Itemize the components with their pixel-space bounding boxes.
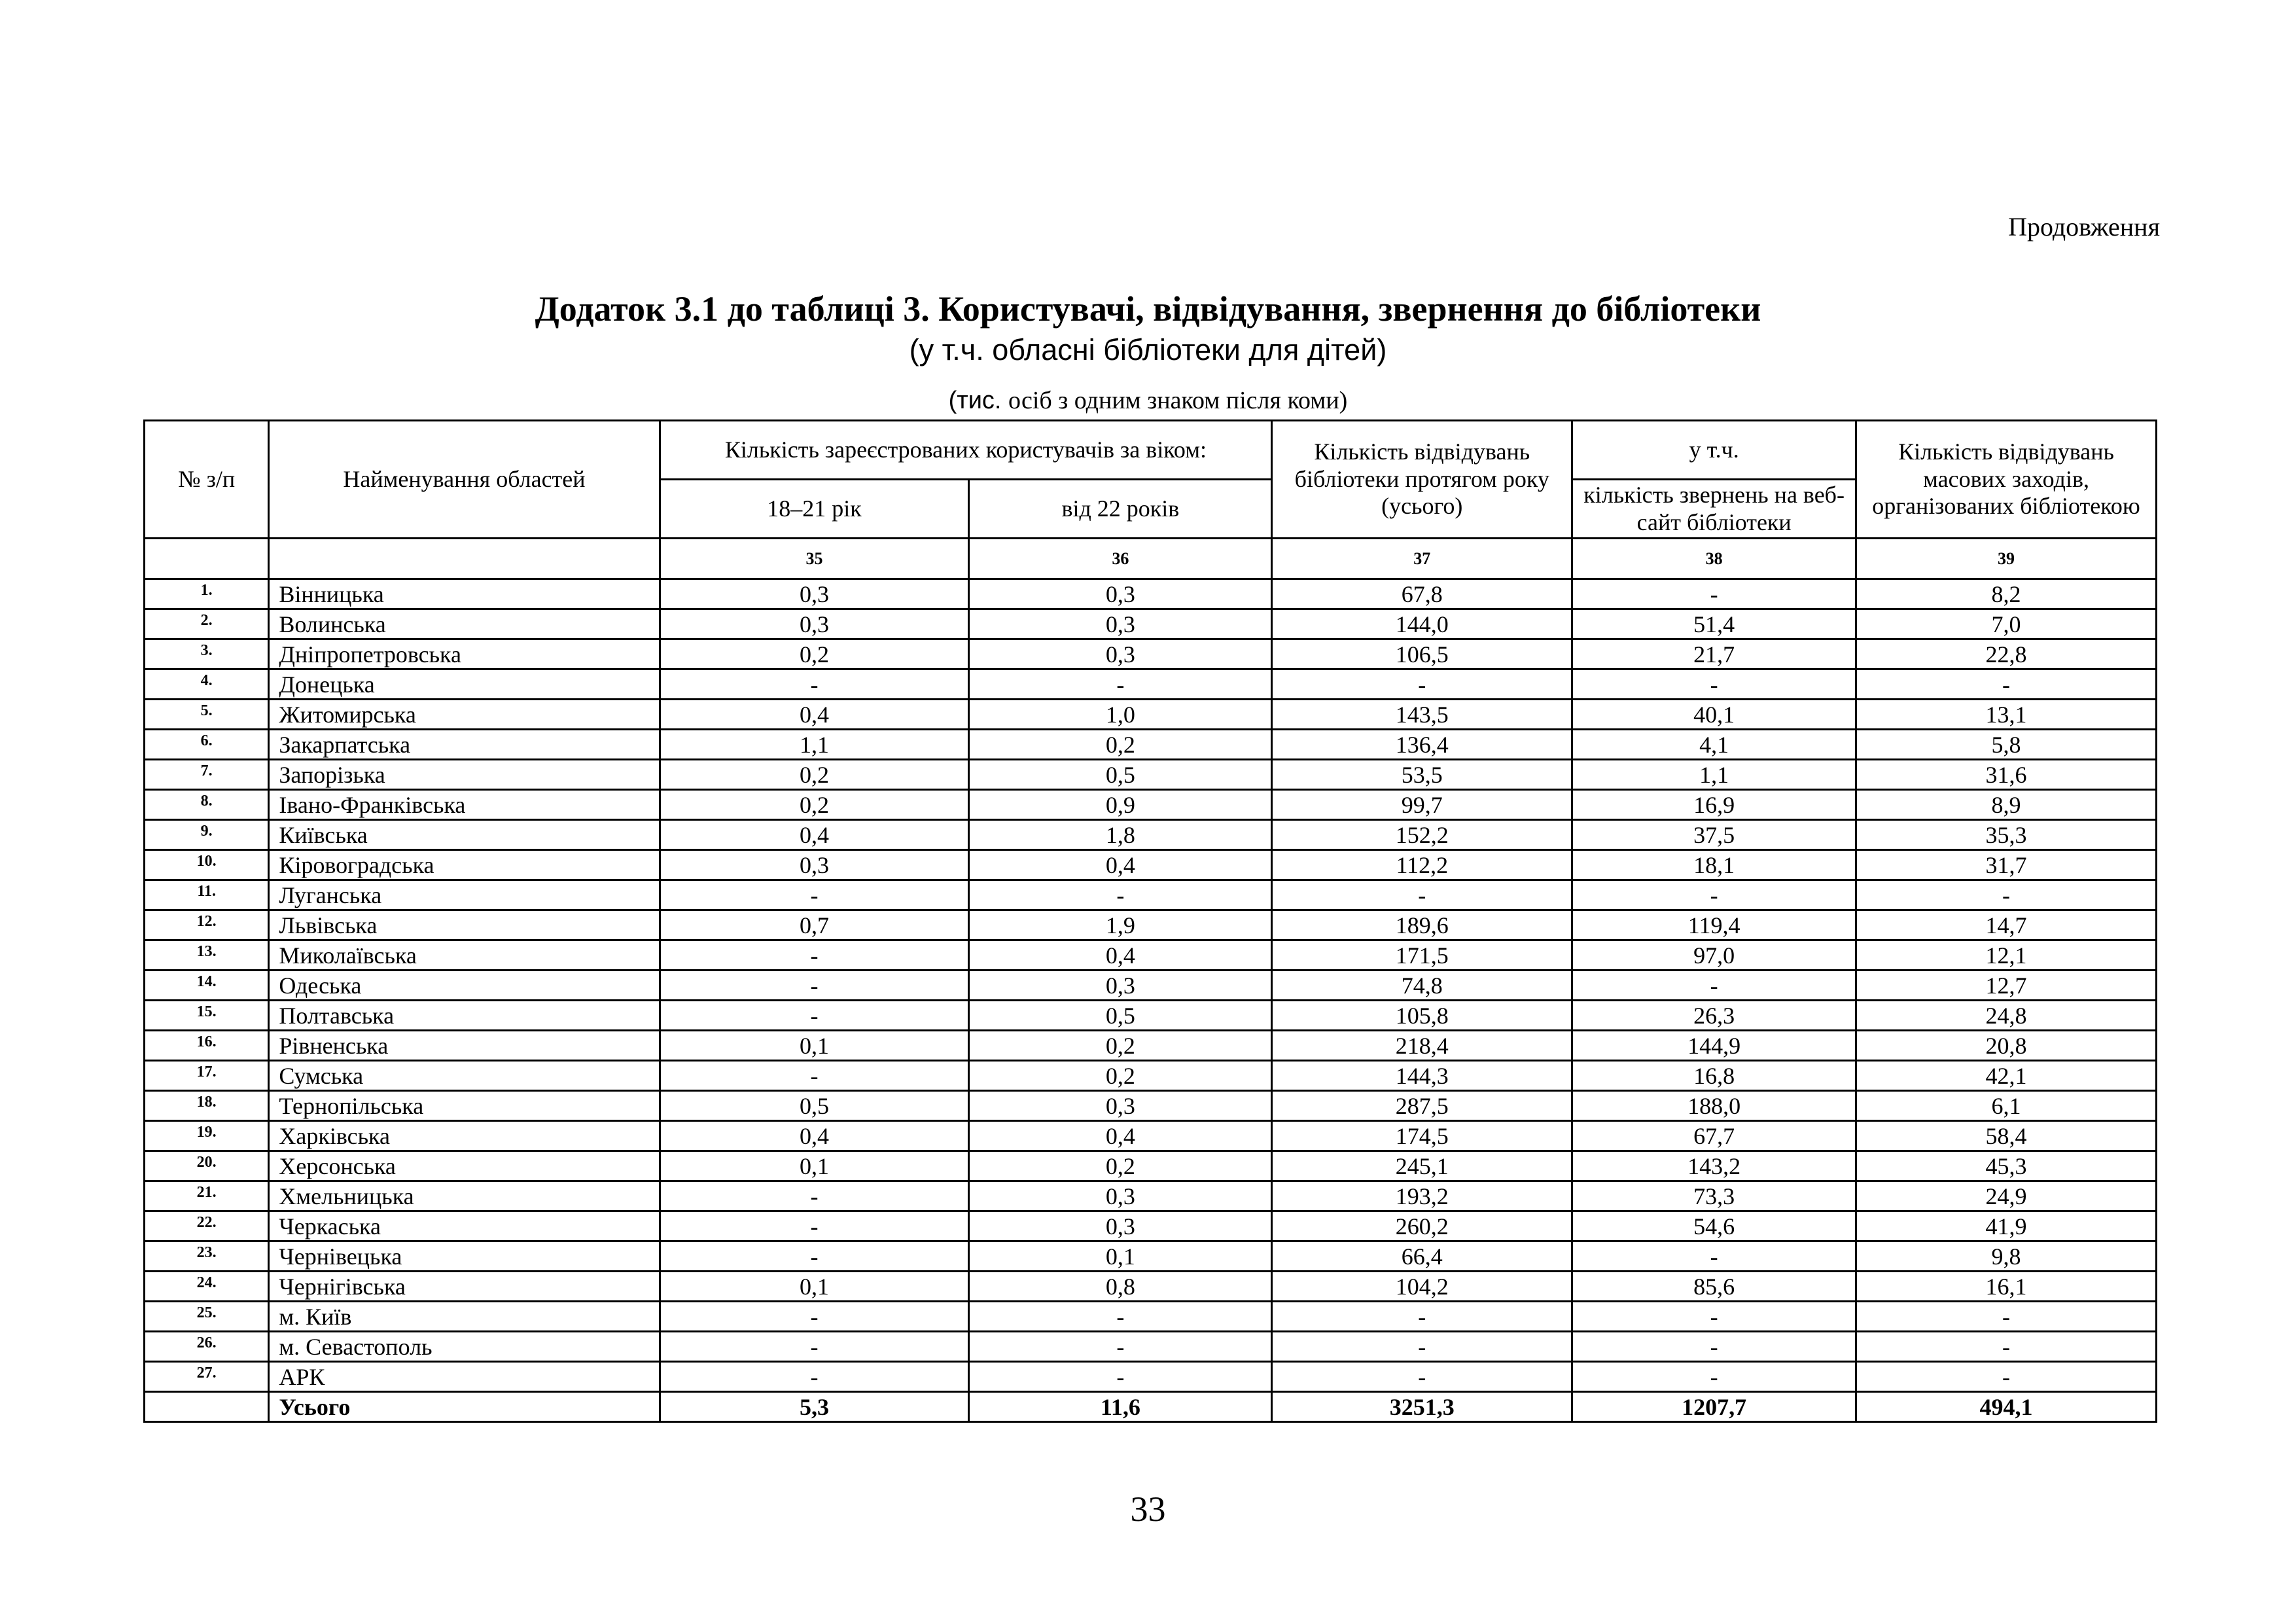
table-row	[145, 760, 2157, 790]
users-22-plus-cell: 0,4	[969, 1121, 1272, 1151]
table-row	[145, 790, 2157, 820]
users-18-21-cell: 1,1	[660, 730, 969, 760]
region-name-cell: Житомирська	[269, 700, 660, 730]
website-requests-cell: 1207,7	[1572, 1392, 1856, 1422]
mass-event-visits-cell: 31,7	[1856, 850, 2157, 880]
library-visits-cell: -	[1272, 1362, 1572, 1392]
row-number-cell: 2.	[145, 609, 269, 639]
mass-event-visits-cell: 5,8	[1856, 730, 2157, 760]
users-22-plus-cell: 0,5	[969, 760, 1272, 790]
column-number: 37	[1272, 539, 1572, 579]
table-row	[145, 1121, 2157, 1151]
region-name-cell: Черкаська	[269, 1211, 660, 1241]
header-mass-event-visits: Кількість відвідувань масових заходів, організованих бібліотекою	[1856, 421, 2157, 539]
row-number-cell: 22.	[145, 1211, 269, 1241]
mass-event-visits-cell: 42,1	[1856, 1061, 2157, 1091]
library-visits-cell: 189,6	[1272, 910, 1572, 940]
users-18-21-cell: 0,3	[660, 850, 969, 880]
page-subtitle: (у т.ч. обласні бібліотеки для дітей)	[909, 333, 1387, 366]
website-requests-cell: 16,8	[1572, 1061, 1856, 1091]
website-requests-cell: 67,7	[1572, 1121, 1856, 1151]
region-name-cell: Харківська	[269, 1121, 660, 1151]
library-visits-cell: 136,4	[1272, 730, 1572, 760]
row-number-cell: 15.	[145, 1001, 269, 1031]
library-visits-cell: 287,5	[1272, 1091, 1572, 1121]
users-18-21-cell: 0,1	[660, 1272, 969, 1302]
table-row	[145, 910, 2157, 940]
region-name-cell: АРК	[269, 1362, 660, 1392]
website-requests-cell: 40,1	[1572, 700, 1856, 730]
library-visits-cell: 245,1	[1272, 1151, 1572, 1181]
users-22-plus-cell: 0,9	[969, 790, 1272, 820]
users-18-21-cell: 0,1	[660, 1151, 969, 1181]
region-name-cell: м. Севастополь	[269, 1332, 660, 1362]
region-name-cell: Вінницька	[269, 579, 660, 609]
mass-event-visits-cell: 6,1	[1856, 1091, 2157, 1121]
website-requests-cell: -	[1572, 669, 1856, 700]
table-row	[145, 971, 2157, 1001]
mass-event-visits-cell: 12,7	[1856, 971, 2157, 1001]
library-visits-cell: 171,5	[1272, 940, 1572, 971]
website-requests-cell: 18,1	[1572, 850, 1856, 880]
users-22-plus-cell: 11,6	[969, 1392, 1272, 1422]
region-name-cell: Усього	[269, 1392, 660, 1422]
table-row	[145, 1211, 2157, 1241]
library-visits-cell: 260,2	[1272, 1211, 1572, 1241]
header-row-1	[145, 421, 2157, 480]
region-name-cell: Рівненська	[269, 1031, 660, 1061]
header-website-requests: кількість звернень на веб-сайт бібліотеки	[1572, 480, 1856, 539]
region-name-cell: Сумська	[269, 1061, 660, 1091]
users-22-plus-cell: -	[969, 669, 1272, 700]
column-number-row	[145, 539, 2157, 579]
library-visits-cell: 3251,3	[1272, 1392, 1572, 1422]
users-18-21-cell: -	[660, 1181, 969, 1211]
mass-event-visits-cell: 494,1	[1856, 1392, 2157, 1422]
header-registered-users: Кількість зареєстрованих користувачів за віком:	[660, 421, 1272, 480]
region-name-cell: Тернопільська	[269, 1091, 660, 1121]
table-row	[145, 880, 2157, 910]
mass-event-visits-cell: 7,0	[1856, 609, 2157, 639]
users-18-21-cell: -	[660, 1061, 969, 1091]
row-number-cell: 12.	[145, 910, 269, 940]
table-row	[145, 639, 2157, 669]
website-requests-cell: -	[1572, 1241, 1856, 1272]
total-row	[145, 1392, 2157, 1422]
row-number-cell: 3.	[145, 639, 269, 669]
table-row	[145, 1241, 2157, 1272]
column-number: 38	[1572, 539, 1856, 579]
users-22-plus-cell: 0,1	[969, 1241, 1272, 1272]
mass-event-visits-cell: 8,2	[1856, 579, 2157, 609]
column-number-blank	[145, 539, 269, 579]
table-header	[145, 421, 2157, 579]
table-row	[145, 1061, 2157, 1091]
region-name-cell: Луганська	[269, 880, 660, 910]
users-18-21-cell: -	[660, 1362, 969, 1392]
mass-event-visits-cell: 9,8	[1856, 1241, 2157, 1272]
row-number-cell: 6.	[145, 730, 269, 760]
region-name-cell: Дніпропетровська	[269, 639, 660, 669]
users-18-21-cell: -	[660, 669, 969, 700]
users-18-21-cell: -	[660, 1241, 969, 1272]
mass-event-visits-cell: 8,9	[1856, 790, 2157, 820]
column-number: 36	[969, 539, 1272, 579]
users-18-21-cell: -	[660, 971, 969, 1001]
website-requests-cell: 54,6	[1572, 1211, 1856, 1241]
website-requests-cell: 73,3	[1572, 1181, 1856, 1211]
region-name-cell: Хмельницька	[269, 1181, 660, 1211]
mass-event-visits-cell: 24,8	[1856, 1001, 2157, 1031]
header-age-18-21: 18–21 рік	[660, 480, 969, 539]
users-22-plus-cell: 0,5	[969, 1001, 1272, 1031]
users-22-plus-cell: 0,2	[969, 1061, 1272, 1091]
table-row	[145, 730, 2157, 760]
region-name-cell: Чернігівська	[269, 1272, 660, 1302]
library-visits-cell: -	[1272, 669, 1572, 700]
table-row	[145, 700, 2157, 730]
website-requests-cell: 26,3	[1572, 1001, 1856, 1031]
header-library-visits: Кількість відвідувань бібліотеки протягом року (усього)	[1272, 421, 1572, 539]
users-22-plus-cell: 0,3	[969, 971, 1272, 1001]
library-visits-cell: 99,7	[1272, 790, 1572, 820]
website-requests-cell: 119,4	[1572, 910, 1856, 940]
table-row	[145, 1001, 2157, 1031]
mass-event-visits-cell: 24,9	[1856, 1181, 2157, 1211]
library-visits-cell: 112,2	[1272, 850, 1572, 880]
website-requests-cell: -	[1572, 1362, 1856, 1392]
website-requests-cell: 143,2	[1572, 1151, 1856, 1181]
region-name-cell: Чернівецька	[269, 1241, 660, 1272]
library-visits-cell: 143,5	[1272, 700, 1572, 730]
table-row	[145, 1302, 2157, 1332]
users-22-plus-cell: 0,3	[969, 639, 1272, 669]
table-row	[145, 1332, 2157, 1362]
mass-event-visits-cell: 13,1	[1856, 700, 2157, 730]
table-row	[145, 1272, 2157, 1302]
row-number-cell: 26.	[145, 1332, 269, 1362]
row-number-cell: 25.	[145, 1302, 269, 1332]
users-18-21-cell: 0,4	[660, 700, 969, 730]
users-22-plus-cell: 1,8	[969, 820, 1272, 850]
library-visits-cell: 105,8	[1272, 1001, 1572, 1031]
table-row	[145, 940, 2157, 971]
statistics-table	[143, 419, 2157, 1423]
mass-event-visits-cell: 22,8	[1856, 639, 2157, 669]
users-22-plus-cell: 0,4	[969, 940, 1272, 971]
row-number-cell: 10.	[145, 850, 269, 880]
column-number-blank	[269, 539, 660, 579]
mass-event-visits-cell: -	[1856, 1302, 2157, 1332]
row-number-cell: 27.	[145, 1362, 269, 1392]
table-row	[145, 1031, 2157, 1061]
users-18-21-cell: 0,4	[660, 1121, 969, 1151]
page-title: Додаток 3.1 до таблиці 3. Користувачі, відвідування, звернення до бібліотеки	[535, 289, 1761, 329]
row-number-cell: 4.	[145, 669, 269, 700]
table-row	[145, 579, 2157, 609]
mass-event-visits-cell: 35,3	[1856, 820, 2157, 850]
row-number-cell: 7.	[145, 760, 269, 790]
mass-event-visits-cell: 12,1	[1856, 940, 2157, 971]
users-18-21-cell: -	[660, 1332, 969, 1362]
table-row	[145, 1181, 2157, 1211]
users-18-21-cell: 0,2	[660, 760, 969, 790]
website-requests-cell: 4,1	[1572, 730, 1856, 760]
mass-event-visits-cell: 16,1	[1856, 1272, 2157, 1302]
row-number-cell	[145, 1392, 269, 1422]
users-18-21-cell: 0,2	[660, 790, 969, 820]
library-visits-cell: 104,2	[1272, 1272, 1572, 1302]
units-note-part2: осіб з одним знаком після коми)	[1008, 387, 1348, 414]
users-22-plus-cell: 0,3	[969, 609, 1272, 639]
library-visits-cell: 174,5	[1272, 1121, 1572, 1151]
mass-event-visits-cell: 45,3	[1856, 1151, 2157, 1181]
column-number: 39	[1856, 539, 2157, 579]
header-region-name: Найменування областей	[269, 421, 660, 539]
region-name-cell: Миколаївська	[269, 940, 660, 971]
row-number-cell: 18.	[145, 1091, 269, 1121]
users-18-21-cell: 0,1	[660, 1031, 969, 1061]
website-requests-cell: -	[1572, 880, 1856, 910]
region-name-cell: м. Київ	[269, 1302, 660, 1332]
library-visits-cell: 144,0	[1272, 609, 1572, 639]
users-22-plus-cell: -	[969, 1362, 1272, 1392]
users-22-plus-cell: 0,4	[969, 850, 1272, 880]
row-number-cell: 17.	[145, 1061, 269, 1091]
users-18-21-cell: 0,3	[660, 609, 969, 639]
table-row	[145, 820, 2157, 850]
users-22-plus-cell: 1,0	[969, 700, 1272, 730]
row-number-cell: 21.	[145, 1181, 269, 1211]
region-name-cell: Запорізька	[269, 760, 660, 790]
row-number-cell: 8.	[145, 790, 269, 820]
website-requests-cell: 51,4	[1572, 609, 1856, 639]
header-including: у т.ч.	[1572, 421, 1856, 480]
header-number: № з/п	[145, 421, 269, 539]
mass-event-visits-cell: 58,4	[1856, 1121, 2157, 1151]
table-row	[145, 1362, 2157, 1392]
library-visits-cell: 193,2	[1272, 1181, 1572, 1211]
row-number-cell: 19.	[145, 1121, 269, 1151]
users-18-21-cell: 0,5	[660, 1091, 969, 1121]
website-requests-cell: 16,9	[1572, 790, 1856, 820]
users-22-plus-cell: 0,2	[969, 730, 1272, 760]
library-visits-cell: 53,5	[1272, 760, 1572, 790]
users-18-21-cell: 0,7	[660, 910, 969, 940]
library-visits-cell: 144,3	[1272, 1061, 1572, 1091]
region-name-cell: Полтавська	[269, 1001, 660, 1031]
website-requests-cell: -	[1572, 579, 1856, 609]
users-22-plus-cell: 0,3	[969, 1091, 1272, 1121]
mass-event-visits-cell: -	[1856, 1362, 2157, 1392]
users-22-plus-cell: 0,2	[969, 1031, 1272, 1061]
users-18-21-cell: -	[660, 880, 969, 910]
row-number-cell: 24.	[145, 1272, 269, 1302]
users-18-21-cell: 5,3	[660, 1392, 969, 1422]
users-22-plus-cell: 0,2	[969, 1151, 1272, 1181]
region-name-cell: Івано-Франківська	[269, 790, 660, 820]
users-18-21-cell: 0,2	[660, 639, 969, 669]
website-requests-cell: -	[1572, 1332, 1856, 1362]
row-number-cell: 13.	[145, 940, 269, 971]
website-requests-cell: 144,9	[1572, 1031, 1856, 1061]
mass-event-visits-cell: 14,7	[1856, 910, 2157, 940]
library-visits-cell: -	[1272, 1332, 1572, 1362]
library-visits-cell: 66,4	[1272, 1241, 1572, 1272]
users-18-21-cell: -	[660, 1302, 969, 1332]
table-row	[145, 1091, 2157, 1121]
website-requests-cell: 188,0	[1572, 1091, 1856, 1121]
row-number-cell: 14.	[145, 971, 269, 1001]
row-number-cell: 16.	[145, 1031, 269, 1061]
mass-event-visits-cell: -	[1856, 669, 2157, 700]
row-number-cell: 9.	[145, 820, 269, 850]
website-requests-cell: 97,0	[1572, 940, 1856, 971]
website-requests-cell: 21,7	[1572, 639, 1856, 669]
library-visits-cell: -	[1272, 880, 1572, 910]
users-22-plus-cell: 0,3	[969, 1211, 1272, 1241]
users-18-21-cell: -	[660, 1211, 969, 1241]
column-number: 35	[660, 539, 969, 579]
region-name-cell: Херсонська	[269, 1151, 660, 1181]
region-name-cell: Київська	[269, 820, 660, 850]
mass-event-visits-cell: -	[1856, 880, 2157, 910]
library-visits-cell: 218,4	[1272, 1031, 1572, 1061]
row-number-cell: 20.	[145, 1151, 269, 1181]
row-number-cell: 5.	[145, 700, 269, 730]
continuation-label: Продовження	[2008, 212, 2160, 241]
website-requests-cell: 1,1	[1572, 760, 1856, 790]
mass-event-visits-cell: -	[1856, 1332, 2157, 1362]
users-22-plus-cell: 0,8	[969, 1272, 1272, 1302]
website-requests-cell: 37,5	[1572, 820, 1856, 850]
users-22-plus-cell: 1,9	[969, 910, 1272, 940]
table-row	[145, 850, 2157, 880]
users-18-21-cell: -	[660, 940, 969, 971]
library-visits-cell: 67,8	[1272, 579, 1572, 609]
website-requests-cell: -	[1572, 971, 1856, 1001]
library-visits-cell: 106,5	[1272, 639, 1572, 669]
mass-event-visits-cell: 31,6	[1856, 760, 2157, 790]
website-requests-cell: 85,6	[1572, 1272, 1856, 1302]
table-row	[145, 609, 2157, 639]
users-22-plus-cell: -	[969, 1302, 1272, 1332]
region-name-cell: Волинська	[269, 609, 660, 639]
region-name-cell: Закарпатська	[269, 730, 660, 760]
header-age-22-plus: від 22 років	[969, 480, 1272, 539]
region-name-cell: Кіровоградська	[269, 850, 660, 880]
users-22-plus-cell: -	[969, 1332, 1272, 1362]
region-name-cell: Донецька	[269, 669, 660, 700]
users-22-plus-cell: -	[969, 880, 1272, 910]
table-row	[145, 669, 2157, 700]
mass-event-visits-cell: 41,9	[1856, 1211, 2157, 1241]
units-note	[0, 386, 2296, 415]
region-name-cell: Одеська	[269, 971, 660, 1001]
table-body	[145, 579, 2157, 1422]
users-18-21-cell: 0,3	[660, 579, 969, 609]
users-22-plus-cell: 0,3	[969, 1181, 1272, 1211]
users-18-21-cell: -	[660, 1001, 969, 1031]
mass-event-visits-cell: 20,8	[1856, 1031, 2157, 1061]
library-visits-cell: -	[1272, 1302, 1572, 1332]
region-name-cell: Львівська	[269, 910, 660, 940]
library-visits-cell: 74,8	[1272, 971, 1572, 1001]
table-row	[145, 1151, 2157, 1181]
units-note-part1: (тис.	[948, 387, 1009, 414]
row-number-cell: 1.	[145, 579, 269, 609]
website-requests-cell: -	[1572, 1302, 1856, 1332]
row-number-cell: 23.	[145, 1241, 269, 1272]
library-visits-cell: 152,2	[1272, 820, 1572, 850]
users-18-21-cell: 0,4	[660, 820, 969, 850]
users-22-plus-cell: 0,3	[969, 579, 1272, 609]
row-number-cell: 11.	[145, 880, 269, 910]
page-number: 33	[1130, 1489, 1166, 1529]
